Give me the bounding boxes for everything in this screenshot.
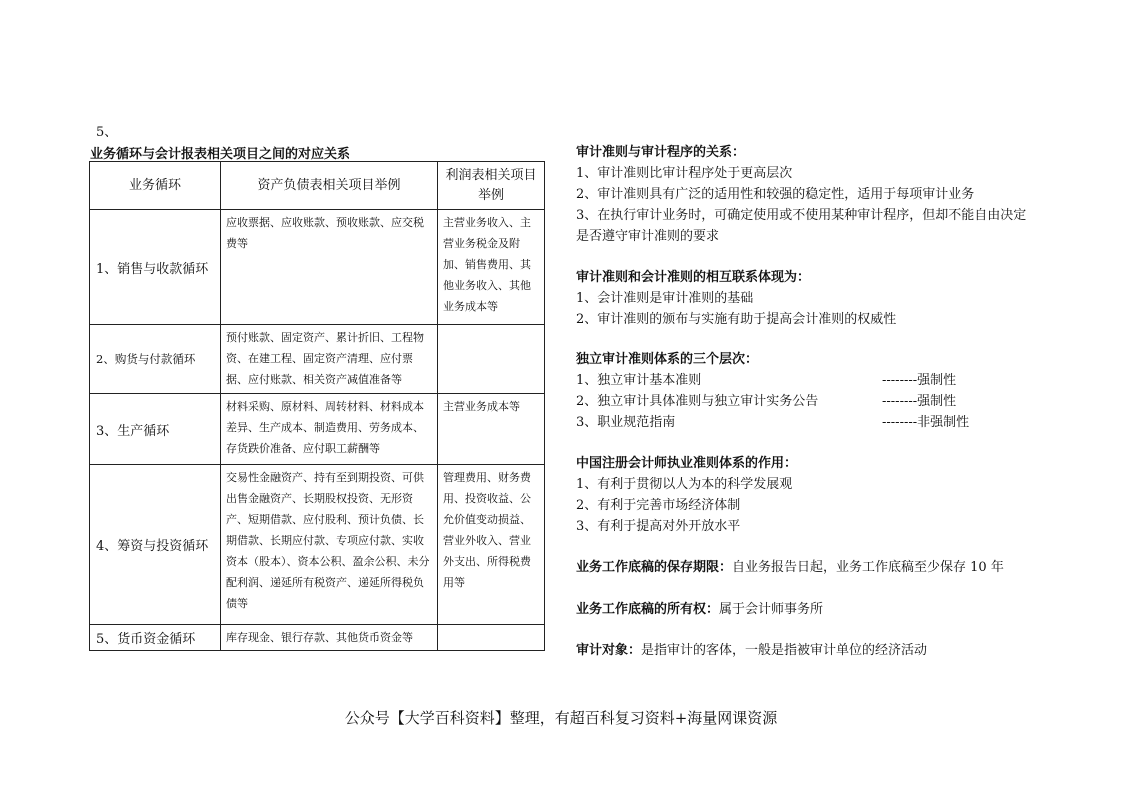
balance-items: 材料采购、原材料、周转材料、材料成本差异、生产成本、制造费用、劳务成本、存货跌价准备、应付职工薪酬等 <box>221 394 438 465</box>
section-ownership <box>576 599 823 620</box>
income-items <box>438 325 545 394</box>
list-item: 2、审计准则的颁布与实施有助于提高会计准则的权威性 <box>576 312 897 327</box>
cycle-name: 3、生产循环 <box>90 394 221 465</box>
list-item <box>576 391 957 412</box>
inline-label: 业务工作底稿的所有权： <box>576 602 720 617</box>
list-item: 3、有利于提高对外开放水平 <box>576 519 741 534</box>
footer-note: 公众号【大学百科资料】整理，有超百科复习资料+海量网课资源 <box>344 709 778 727</box>
list-item: 1、审计准则比审计程序处于更高层次 <box>576 166 793 181</box>
list-item: 1、有利于贯彻以人为本的科学发展观 <box>576 477 793 492</box>
inline-text: 是指审计的客体，一般是指被审计单位的经济活动 <box>641 643 928 658</box>
table-row <box>90 325 545 394</box>
inline-text: 自业务报告日起，业务工作底稿至少保存 10 年 <box>732 560 1004 575</box>
header-balance-sheet: 资产负债表相关项目举例 <box>221 162 438 210</box>
section-cpa-standards-role <box>576 453 797 537</box>
table-row <box>90 210 545 325</box>
cycle-name: 1、销售与收款循环 <box>90 210 221 325</box>
header-income-statement: 利润表相关项目举例 <box>438 162 545 210</box>
cycle-name: 5、货币资金循环 <box>90 625 221 651</box>
list-item: 1、会计准则是审计准则的基础 <box>576 291 754 306</box>
balance-items: 应收票据、应收账款、预收账款、应交税费等 <box>221 210 438 325</box>
list-item: 2、审计准则具有广泛的适用性和较强的稳定性，适用于每项审计业务 <box>576 187 975 202</box>
income-items: 管理费用、财务费用、投资收益、公允价值变动损益、营业外收入、营业外支出、所得税费用等 <box>438 465 545 625</box>
section-heading: 独立审计准则体系的三个层次： <box>576 352 759 367</box>
table-header-row <box>90 162 545 210</box>
inline-label: 业务工作底稿的保存期限： <box>576 560 733 575</box>
section-audit-standards-vs-procedures <box>576 142 1036 247</box>
income-items: 主营业务成本等 <box>438 394 545 465</box>
cycle-mapping-table <box>89 161 545 651</box>
table-row <box>90 394 545 465</box>
inline-text: 属于会计师事务所 <box>719 602 824 617</box>
table-title: 业务循环与会计报表相关项目之间的对应关系 <box>90 147 351 162</box>
table-row <box>90 465 545 625</box>
section-three-levels <box>576 349 970 433</box>
header-cycle: 业务循环 <box>90 162 221 210</box>
table-row <box>90 625 545 651</box>
section-heading: 中国注册会计师执业准则体系的作用： <box>576 456 798 471</box>
cycle-name: 2、购货与付款循环 <box>90 325 221 394</box>
section-audit-object <box>576 640 927 661</box>
balance-items: 库存现金、银行存款、其他货币资金等 <box>221 625 438 651</box>
section-retention-period <box>576 557 1004 578</box>
level-tag: --------强制性 <box>882 373 957 388</box>
section-number: 5、 <box>96 125 118 140</box>
inline-label: 审计对象： <box>576 643 642 658</box>
list-item <box>576 412 970 433</box>
level-tag: --------强制性 <box>882 394 957 409</box>
level-text: 2、独立审计具体准则与独立审计实务公告 <box>576 394 819 409</box>
level-text: 1、独立审计基本准则 <box>576 373 702 388</box>
list-item <box>576 370 957 391</box>
list-item: 3、在执行审计业务时，可确定使用或不使用某种审计程序，但却不能自由决定是否遵守审计准则的要求 <box>576 208 1027 244</box>
section-audit-vs-accounting-standards <box>576 267 896 330</box>
section-heading: 审计准则和会计准则的相互联系体现为： <box>576 270 811 285</box>
balance-items: 预付账款、固定资产、累计折旧、工程物资、在建工程、固定资产清理、应付票据、应付账款、相关资产减值准备等 <box>221 325 438 394</box>
income-items: 主营业务收入、主营业务税金及附加、销售费用、其他业务收入、其他业务成本等 <box>438 210 545 325</box>
list-item: 2、有利于完善市场经济体制 <box>576 498 741 513</box>
balance-items: 交易性金融资产、持有至到期投资、可供出售金融资产、长期股权投资、无形资产、短期借款、应付股利、预计负债、长期借款、长期应付款、专项应付款、实收资本（股本）、资本公积、盈余公积、未分配利润、递延所有税资产、递延所得税负债等 <box>221 465 438 625</box>
income-items <box>438 625 545 651</box>
level-text: 3、职业规范指南 <box>576 415 676 430</box>
level-tag: --------非强制性 <box>882 415 970 430</box>
cycle-name: 4、筹资与投资循环 <box>90 465 221 625</box>
section-heading: 审计准则与审计程序的关系： <box>576 145 746 160</box>
